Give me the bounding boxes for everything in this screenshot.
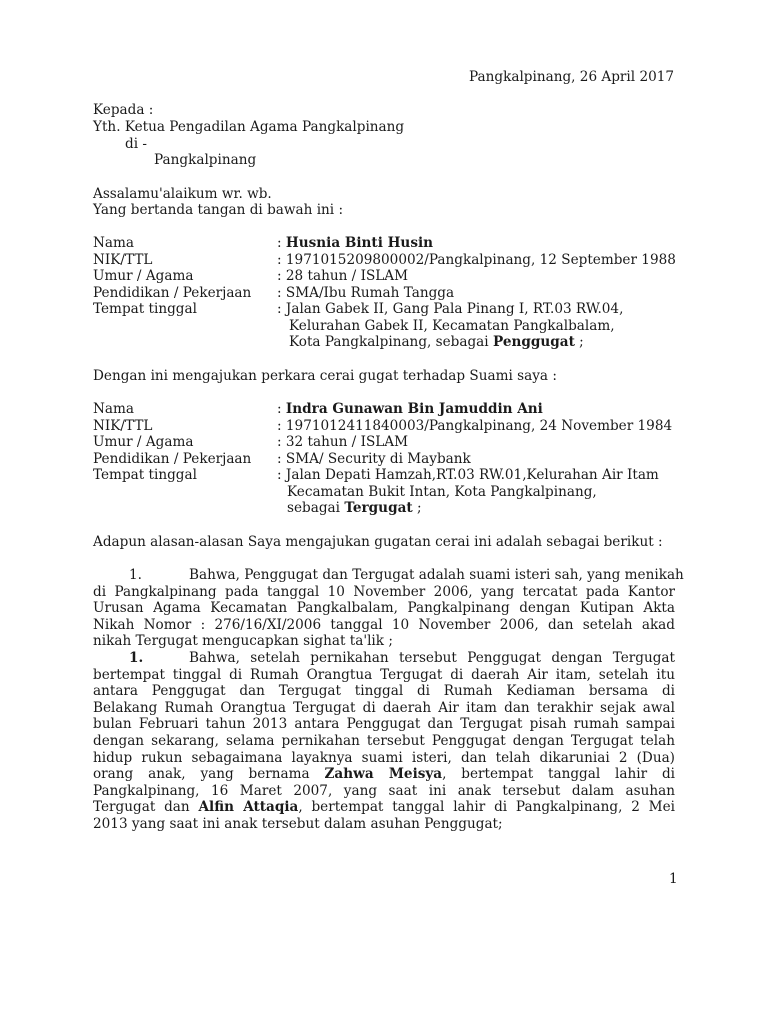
- reason-line: [93, 799, 675, 816]
- role-suffix: ;: [412, 500, 422, 516]
- field-value: : Jalan Depati Hamzah,RT.03 RW.01,Kelurahan Air Itam: [277, 467, 659, 483]
- field-value: : 1971012411840003/Pangkalpinang, 24 November 1984: [277, 418, 673, 434]
- greeting: Assalamu'alaikum wr. wb.: [93, 186, 272, 202]
- field-value: : Jalan Gabek II, Gang Pala Pinang I, RT.03 RW.04,: [277, 301, 624, 317]
- reason-text: orang anak, yang bernama: [93, 766, 325, 783]
- field-value: : 1971015209800002/Pangkalpinang, 12 September 1988: [277, 252, 676, 268]
- field-label: Pendidikan / Pekerjaan: [93, 451, 252, 467]
- penggugat-name: Husnia Binti Husin: [285, 235, 434, 251]
- field-label: Tempat tinggal: [93, 301, 197, 317]
- role-suffix: ;: [574, 334, 584, 350]
- reason-2: [93, 650, 675, 833]
- penggugat-address-line-2: Kelurahan Gabek II, Kecamatan Pangkalbalam,: [289, 318, 615, 334]
- address-text: sebagai: [287, 500, 345, 516]
- reason-number: 1.: [129, 650, 144, 666]
- field-label: NIK/TTL: [93, 418, 153, 434]
- tergugat-name: Indra Gunawan Bin Jamuddin Ani: [285, 401, 543, 417]
- reason-line: [93, 567, 684, 584]
- reason-line: Nikah Nomor : 276/16/XI/2006 tanggal 10 November 2006, dan setelah akad: [93, 616, 675, 633]
- field-label: Nama: [93, 401, 134, 417]
- reason-text: Bahwa, setelah pernikahan tersebut Penggugat dengan Tergugat: [189, 650, 675, 666]
- field-label: Nama: [93, 235, 134, 251]
- field-label: NIK/TTL: [93, 252, 153, 268]
- field-label: Tempat tinggal: [93, 467, 197, 483]
- reason-text: Bahwa, Penggugat dan Tergugat adalah suami isteri sah, yang menikah: [189, 567, 684, 583]
- reason-text: , bertempat tanggal lahir di: [442, 766, 676, 783]
- reasons-intro: Adapun alasan-alasan Saya mengajukan gugatan cerai ini adalah sebagai berikut :: [93, 534, 663, 550]
- reason-line: bulan Februari tahun 2013 antara Penggugat dan Tergugat pisah rumah sampai: [93, 716, 675, 733]
- page-number: 1: [669, 871, 678, 887]
- recipient-city: Pangkalpinang: [154, 152, 257, 168]
- reason-text: , bertempat tanggal lahir di Pangkalpinang, 2 Mei: [298, 799, 675, 816]
- field-label: Pendidikan / Pekerjaan: [93, 285, 252, 301]
- role-penggugat: Penggugat: [492, 334, 575, 350]
- reason-line: Urusan Agama Kecamatan Pangkalbalam, Pangkalpinang dengan Kutipan Akta: [93, 600, 675, 617]
- address-text: Kota Pangkalpinang, sebagai: [289, 334, 493, 350]
- date-line: Pangkalpinang, 26 April 2017: [469, 69, 675, 85]
- recipient-di: di -: [125, 136, 147, 152]
- child-name-2: Alfin Attaqia: [198, 799, 299, 816]
- field-value: : Indra Gunawan Bin Jamuddin Ani: [277, 401, 543, 417]
- field-label: Umur / Agama: [93, 268, 194, 284]
- reason-line: di Pangkalpinang pada tanggal 10 November 2006, yang tercatat pada Kantor: [93, 583, 675, 600]
- field-value: : Husnia Binti Husin: [277, 235, 434, 251]
- reason-number: 1.: [129, 567, 142, 583]
- field-label: Umur / Agama: [93, 434, 194, 450]
- reason-line: nikah Tergugat mengucapkan sighat ta'lik ;: [93, 633, 393, 650]
- kepada-label: Kepada :: [93, 102, 154, 118]
- reason-line: [93, 766, 675, 783]
- reason-1: [93, 567, 684, 650]
- tergugat-address-line-3: [287, 500, 422, 517]
- penggugat-address-line-3: [289, 334, 584, 351]
- reason-text: Tergugat dan: [93, 799, 199, 816]
- reason-line: bertempat tinggal di Rumah Orangtua Tergugat di daerah Air itam, setelah itu: [93, 666, 675, 683]
- child-name-1: Zahwa Meisya: [324, 766, 443, 783]
- reason-line: Pangkalpinang, 16 Maret 2007, yang saat ini anak tersebut dalam asuhan: [93, 782, 675, 799]
- recipient-title: Yth. Ketua Pengadilan Agama Pangkalpinang: [93, 119, 405, 135]
- field-value: : 32 tahun / ISLAM: [277, 434, 409, 450]
- transition-line: Dengan ini mengajukan perkara cerai gugat terhadap Suami saya :: [93, 368, 557, 384]
- tergugat-address-line-2: Kecamatan Bukit Intan, Kota Pangkalpinang,: [287, 484, 597, 500]
- field-value: : 28 tahun / ISLAM: [277, 268, 409, 284]
- reason-line: Belakang Rumah Orangtua Tergugat di daerah Air itam dan terakhir sejak awal: [93, 699, 675, 716]
- role-tergugat: Tergugat: [344, 500, 413, 516]
- reason-line: dengan sekarang, selama pernikahan tersebut Penggugat dengan Tergugat telah: [93, 732, 675, 749]
- field-value: : SMA/Ibu Rumah Tangga: [277, 285, 455, 301]
- field-value: : SMA/ Security di Maybank: [277, 451, 471, 467]
- reason-line: 2013 yang saat ini anak tersebut dalam asuhan Penggugat;: [93, 815, 503, 832]
- intro-line: Yang bertanda tangan di bawah ini :: [93, 202, 344, 218]
- reason-line: antara Penggugat dan Tergugat tinggal di Rumah Kediaman bersama di: [93, 683, 675, 700]
- reason-line: hidup rukun sebagaimana layaknya suami isteri, dan telah dikaruniai 2 (Dua): [93, 749, 675, 766]
- reason-line: [93, 650, 675, 667]
